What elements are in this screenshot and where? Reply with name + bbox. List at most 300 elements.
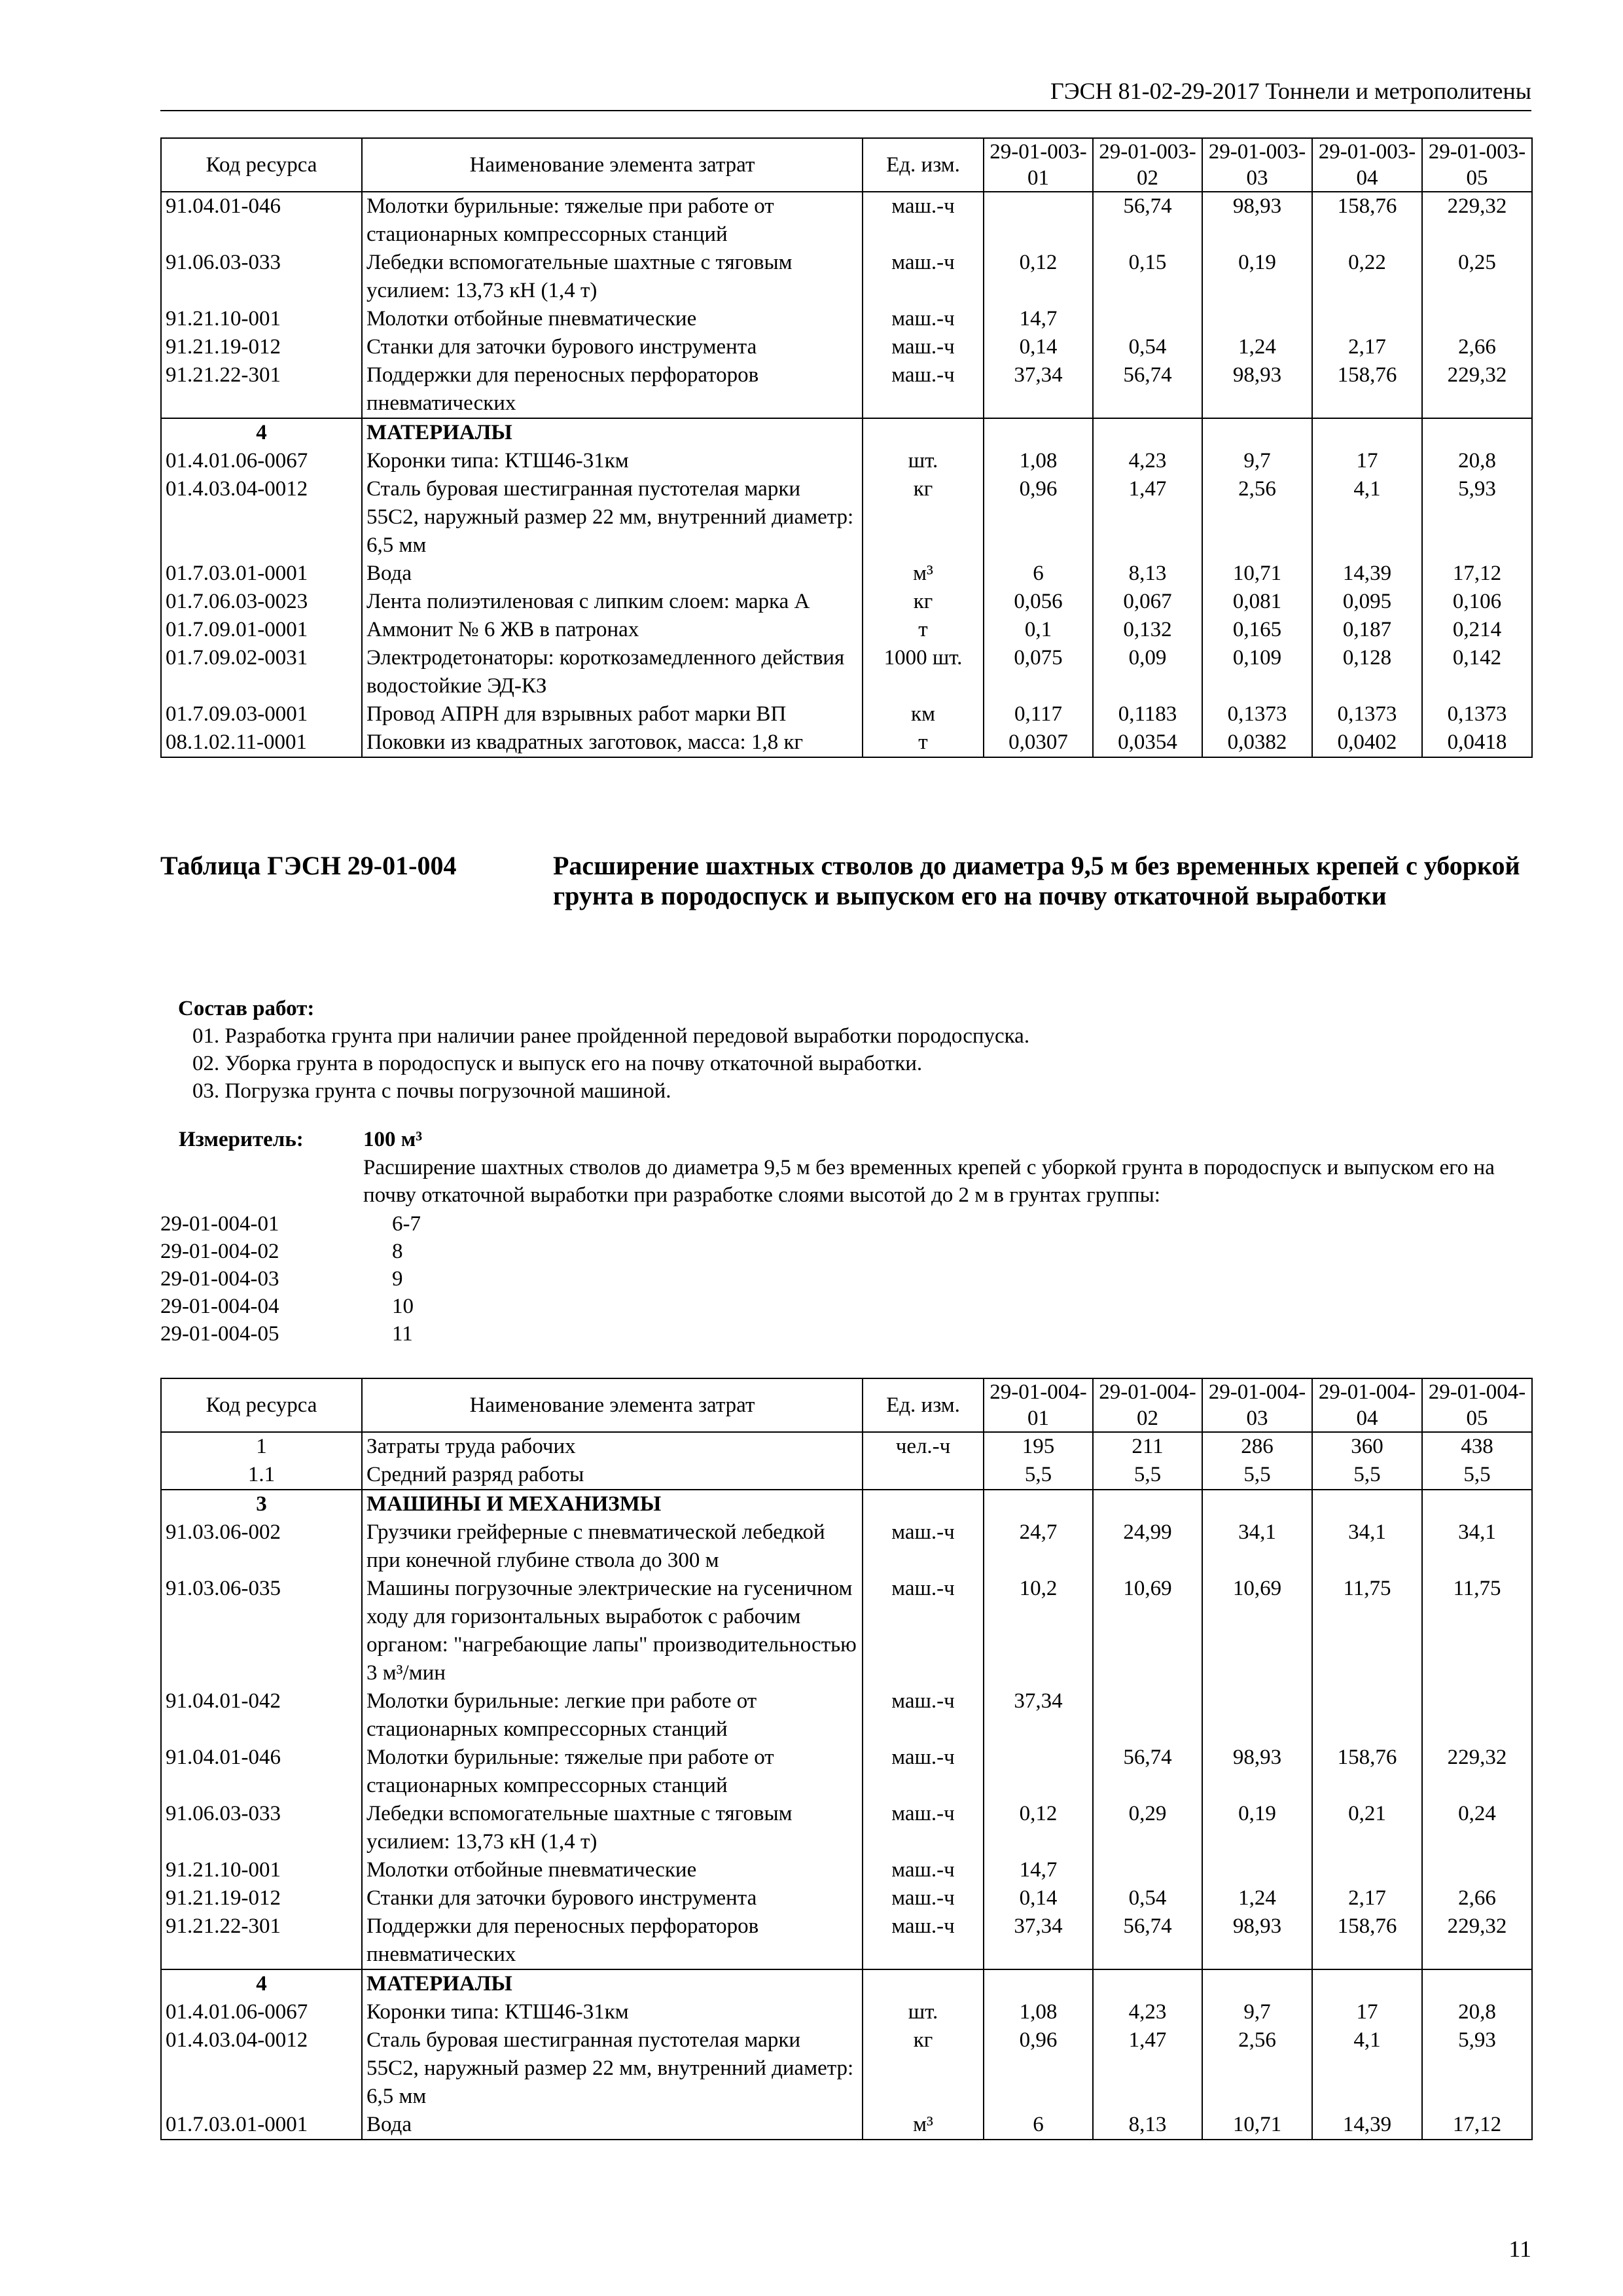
page-number: 11 (1508, 2236, 1531, 2262)
resource-code: 4 (161, 418, 362, 447)
resource-value: 0,0402 (1312, 728, 1422, 757)
composition-step: 01. Разработка грунта при наличии ранее пройденной передовой выработки породоспуска. (192, 1024, 1030, 1048)
resource-value: 4,23 (1093, 1998, 1202, 2026)
measure-description: Расширение шахтных стволов до диаметра 9,5 м без временных крепей с уборкой грунта в породоспуск и выпуском его на почву откаточной выработки при разработке слоями высотой до 2 м в грунтах группы: (363, 1156, 1495, 1207)
resource-value: 1,47 (1093, 475, 1202, 560)
table-row (161, 1912, 1532, 1969)
resource-value: 6 (984, 2111, 1093, 2140)
resource-value: 56,74 (1093, 1912, 1202, 1969)
resource-value: 14,39 (1312, 560, 1422, 588)
resource-value: 360 (1312, 1432, 1422, 1461)
resource-code: 01.4.01.06-0067 (161, 1998, 362, 2026)
resource-name: Электродетонаторы: короткозамедленного действия водостойкие ЭД-КЗ (362, 644, 863, 700)
resource-code: 01.7.09.03-0001 (161, 700, 362, 728)
table-row (161, 1744, 1532, 1800)
column-header: 29-01-003-02 (1093, 138, 1202, 192)
resource-name: Молотки отбойные пневматические (362, 305, 863, 333)
resource-value: 11,75 (1422, 1575, 1532, 1687)
page-header (160, 73, 1531, 111)
resource-unit (863, 1461, 984, 1490)
resource-value: 2,17 (1312, 333, 1422, 361)
resource-value: 2,17 (1312, 1884, 1422, 1912)
resource-value: 10,2 (984, 1575, 1093, 1687)
resource-value: 98,93 (1202, 192, 1312, 249)
resource-value (1312, 1687, 1422, 1744)
work-composition (178, 995, 1520, 1105)
resource-value (1093, 1856, 1202, 1884)
table-header-row (161, 1378, 1532, 1432)
section-row (161, 418, 1532, 447)
resource-value: 0,187 (1312, 616, 1422, 644)
column-header: Наименование элемента затрат (362, 1378, 863, 1432)
resource-code: 91.04.01-046 (161, 192, 362, 249)
resource-unit: чел.-ч (863, 1432, 984, 1461)
resource-value: 0,056 (984, 588, 1093, 616)
resource-value: 0,1373 (1312, 700, 1422, 728)
resource-table-004 (160, 1378, 1533, 2140)
resource-name: Вода (362, 560, 863, 588)
resource-unit: шт. (863, 1998, 984, 2026)
resource-code: 08.1.02.11-0001 (161, 728, 362, 757)
resource-value: 0,54 (1093, 333, 1202, 361)
column-header: Ед. изм. (863, 1378, 984, 1432)
table-row (161, 249, 1532, 305)
resource-value: 229,32 (1422, 1912, 1532, 1969)
resource-value (1422, 1687, 1532, 1744)
resource-name: Поддержки для переносных перфораторов пневматических (362, 1912, 863, 1969)
resource-unit: маш.-ч (863, 192, 984, 249)
resource-value: 0,081 (1202, 588, 1312, 616)
measure-item (160, 1238, 684, 1265)
resource-value: 0,29 (1093, 1800, 1202, 1856)
resource-unit: 1000 шт. (863, 644, 984, 700)
resource-value: 5,5 (1312, 1461, 1422, 1490)
resource-code: 1 (161, 1432, 362, 1461)
resource-value: 0,21 (1312, 1800, 1422, 1856)
resource-value: 0,09 (1093, 644, 1202, 700)
resource-value: 11,75 (1312, 1575, 1422, 1687)
resource-name: МАШИНЫ И МЕХАНИЗМЫ (362, 1490, 863, 1518)
measure-item-code: 29-01-004-02 (160, 1240, 279, 1263)
resource-value: 10,69 (1202, 1575, 1312, 1687)
resource-code: 91.21.10-001 (161, 305, 362, 333)
resource-value: 4,1 (1312, 475, 1422, 560)
table-row (161, 361, 1532, 418)
resource-name: Станки для заточки бурового инструмента (362, 333, 863, 361)
resource-name: МАТЕРИАЛЫ (362, 1969, 863, 1998)
resource-value (1202, 305, 1312, 333)
resource-name: Лебедки вспомогательные шахтные с тяговым усилием: 13,73 кН (1,4 т) (362, 249, 863, 305)
measure-item-code: 29-01-004-05 (160, 1322, 279, 1346)
resource-value: 211 (1093, 1432, 1202, 1461)
table-row (161, 1856, 1532, 1884)
resource-value: 9,7 (1202, 1998, 1312, 2026)
resource-value: 5,5 (1202, 1461, 1312, 1490)
table-row (161, 644, 1532, 700)
resource-value (1093, 305, 1202, 333)
measure-item-code: 29-01-004-01 (160, 1212, 279, 1236)
resource-value (1312, 1969, 1422, 1998)
measure-item-value: 9 (392, 1267, 403, 1291)
resource-value: 24,99 (1093, 1518, 1202, 1575)
resource-value: 17 (1312, 447, 1422, 475)
resource-code: 91.03.06-035 (161, 1575, 362, 1687)
resource-code: 01.7.03.01-0001 (161, 560, 362, 588)
resource-code: 91.21.19-012 (161, 1884, 362, 1912)
composition-heading: Состав работ: (178, 997, 315, 1020)
resource-value (984, 192, 1093, 249)
resource-value: 24,7 (984, 1518, 1093, 1575)
resource-value (984, 1969, 1093, 1998)
resource-value: 9,7 (1202, 447, 1312, 475)
column-header: 29-01-003-03 (1202, 138, 1312, 192)
resource-value: 14,7 (984, 1856, 1093, 1884)
resource-value: 438 (1422, 1432, 1532, 1461)
resource-unit: т (863, 616, 984, 644)
table-row (161, 588, 1532, 616)
resource-unit: маш.-ч (863, 305, 984, 333)
resource-value: 0,0418 (1422, 728, 1532, 757)
resource-code: 01.4.03.04-0012 (161, 2026, 362, 2111)
resource-name: Поддержки для переносных перфораторов пневматических (362, 361, 863, 418)
resource-unit: кг (863, 588, 984, 616)
resource-value: 0,96 (984, 475, 1093, 560)
column-header: Ед. изм. (863, 138, 984, 192)
resource-value: 8,13 (1093, 2111, 1202, 2140)
column-header: 29-01-004-02 (1093, 1378, 1202, 1432)
resource-value: 34,1 (1202, 1518, 1312, 1575)
resource-value: 0,0354 (1093, 728, 1202, 757)
resource-value: 2,56 (1202, 475, 1312, 560)
resource-name: Лебедки вспомогательные шахтные с тяговым усилием: 13,73 кН (1,4 т) (362, 1800, 863, 1856)
column-header: 29-01-003-05 (1422, 138, 1532, 192)
resource-value (1202, 1856, 1312, 1884)
resource-name: Машины погрузочные электрические на гусеничном ходу для горизонтальных выработок с рабочим органом: "нагребающие лапы" производительностью 3 м³/мин (362, 1575, 863, 1687)
resource-value (1422, 1490, 1532, 1518)
section-row (161, 1490, 1532, 1518)
resource-value: 1,24 (1202, 1884, 1312, 1912)
resource-table-003 (160, 137, 1533, 758)
measure-item (160, 1210, 684, 1238)
resource-value (1312, 1490, 1422, 1518)
resource-unit: кг (863, 475, 984, 560)
resource-value: 10,71 (1202, 560, 1312, 588)
column-header: 29-01-003-04 (1312, 138, 1422, 192)
resource-value: 0,19 (1202, 1800, 1312, 1856)
resource-value (1312, 418, 1422, 447)
resource-value: 0,54 (1093, 1884, 1202, 1912)
resource-value: 0,128 (1312, 644, 1422, 700)
resource-code: 01.7.06.03-0023 (161, 588, 362, 616)
resource-value: 17,12 (1422, 2111, 1532, 2140)
resource-value: 229,32 (1422, 361, 1532, 418)
resource-value: 37,34 (984, 361, 1093, 418)
resource-unit: т (863, 728, 984, 757)
resource-value: 0,142 (1422, 644, 1532, 700)
resource-code: 91.03.06-002 (161, 1518, 362, 1575)
resource-value: 2,66 (1422, 333, 1532, 361)
resource-name: МАТЕРИАЛЫ (362, 418, 863, 447)
resource-code: 91.21.19-012 (161, 333, 362, 361)
resource-value: 0,0307 (984, 728, 1093, 757)
resource-value (1312, 305, 1422, 333)
resource-value (984, 418, 1093, 447)
resource-value: 1,08 (984, 1998, 1093, 2026)
resource-value: 158,76 (1312, 192, 1422, 249)
resource-code: 01.4.03.04-0012 (161, 475, 362, 560)
resource-value: 17 (1312, 1998, 1422, 2026)
resource-value: 5,5 (1093, 1461, 1202, 1490)
resource-value: 56,74 (1093, 192, 1202, 249)
resource-code: 91.21.10-001 (161, 1856, 362, 1884)
resource-value: 158,76 (1312, 1912, 1422, 1969)
resource-code: 91.06.03-033 (161, 249, 362, 305)
resource-name: Затраты труда рабочих (362, 1432, 863, 1461)
measure-label: Измеритель: (179, 1128, 304, 1151)
resource-value (984, 1744, 1093, 1800)
resource-value: 0,165 (1202, 616, 1312, 644)
measure-item-value: 8 (392, 1240, 403, 1263)
measure-item-value: 11 (392, 1322, 413, 1346)
resource-unit (863, 418, 984, 447)
resource-code: 01.4.01.06-0067 (161, 447, 362, 475)
table-row (161, 2026, 1532, 2111)
table-row (161, 616, 1532, 644)
resource-value: 0,22 (1312, 249, 1422, 305)
resource-code: 4 (161, 1969, 362, 1998)
resource-code: 1.1 (161, 1461, 362, 1490)
resource-code: 91.21.22-301 (161, 1912, 362, 1969)
table-row (161, 305, 1532, 333)
table-row (161, 333, 1532, 361)
resource-value: 0,0382 (1202, 728, 1312, 757)
composition-step: 02. Уборка грунта в породоспуск и выпуск его на почву откаточной выработки. (192, 1052, 923, 1075)
resource-value: 98,93 (1202, 1912, 1312, 1969)
table-row (161, 1800, 1532, 1856)
resource-value: 10,71 (1202, 2111, 1312, 2140)
table-header-row (161, 138, 1532, 192)
resource-unit: км (863, 700, 984, 728)
resource-name: Грузчики грейферные с пневматической лебедкой при конечной глубине ствола до 300 м (362, 1518, 863, 1575)
resource-code: 91.06.03-033 (161, 1800, 362, 1856)
resource-value: 37,34 (984, 1912, 1093, 1969)
resource-value: 0,214 (1422, 616, 1532, 644)
resource-value (1093, 1969, 1202, 1998)
measure-item (160, 1293, 684, 1320)
resource-value: 0,25 (1422, 249, 1532, 305)
table-row (161, 1884, 1532, 1912)
resource-code: 91.21.22-301 (161, 361, 362, 418)
resource-value: 229,32 (1422, 1744, 1532, 1800)
table-row (161, 728, 1532, 757)
resource-name: Молотки бурильные: тяжелые при работе от стационарных компрессорных станций (362, 1744, 863, 1800)
resource-value (1202, 1687, 1312, 1744)
resource-name: Поковки из квадратных заготовок, масса: 1,8 кг (362, 728, 863, 757)
resource-value: 1,24 (1202, 333, 1312, 361)
column-header: 29-01-004-03 (1202, 1378, 1312, 1432)
resource-unit: маш.-ч (863, 1744, 984, 1800)
resource-value: 0,12 (984, 249, 1093, 305)
resource-name: Сталь буровая шестигранная пустотелая марки 55С2, наружный размер 22 мм, внутренний диаметр: 6,5 мм (362, 2026, 863, 2111)
resource-value: 0,1183 (1093, 700, 1202, 728)
resource-value: 5,5 (1422, 1461, 1532, 1490)
resource-unit: м³ (863, 2111, 984, 2140)
resource-value (1202, 1490, 1312, 1518)
resource-value (1422, 305, 1532, 333)
column-header: 29-01-003-01 (984, 138, 1093, 192)
column-header: 29-01-004-01 (984, 1378, 1093, 1432)
table-row (161, 1432, 1532, 1461)
resource-value: 56,74 (1093, 1744, 1202, 1800)
resource-value: 34,1 (1312, 1518, 1422, 1575)
resource-value: 0,15 (1093, 249, 1202, 305)
table-row (161, 2111, 1532, 2140)
resource-value: 37,34 (984, 1687, 1093, 1744)
resource-value: 0,095 (1312, 588, 1422, 616)
column-header: Код ресурса (161, 138, 362, 192)
resource-name: Молотки бурильные: тяжелые при работе от стационарных компрессорных станций (362, 192, 863, 249)
resource-value: 2,66 (1422, 1884, 1532, 1912)
resource-value: 4,1 (1312, 2026, 1422, 2111)
resource-name: Коронки типа: КТШ46-31км (362, 447, 863, 475)
resource-value: 0,14 (984, 1884, 1093, 1912)
resource-unit: маш.-ч (863, 1912, 984, 1969)
resource-value: 286 (1202, 1432, 1312, 1461)
resource-value: 158,76 (1312, 1744, 1422, 1800)
resource-name: Провод АПРН для взрывных работ марки ВП (362, 700, 863, 728)
table-title-label: Таблица ГЭСН 29-01-004 (160, 851, 457, 880)
resource-code: 01.7.09.01-0001 (161, 616, 362, 644)
measure-item-value: 10 (392, 1295, 414, 1318)
resource-value: 14,7 (984, 305, 1093, 333)
resource-value: 229,32 (1422, 192, 1532, 249)
table-row (161, 1461, 1532, 1490)
resource-value: 8,13 (1093, 560, 1202, 588)
table-row (161, 447, 1532, 475)
resource-value: 20,8 (1422, 447, 1532, 475)
resource-value: 0,132 (1093, 616, 1202, 644)
table-row (161, 1518, 1532, 1575)
measure-items (160, 1210, 684, 1348)
resource-unit: маш.-ч (863, 1687, 984, 1744)
resource-unit: маш.-ч (863, 1856, 984, 1884)
measure-item-code: 29-01-004-04 (160, 1295, 279, 1318)
table-row (161, 700, 1532, 728)
resource-value (984, 1490, 1093, 1518)
table-row (161, 560, 1532, 588)
table-row (161, 475, 1532, 560)
resource-value: 1,08 (984, 447, 1093, 475)
measure-item (160, 1320, 684, 1348)
resource-name: Молотки бурильные: легкие при работе от стационарных компрессорных станций (362, 1687, 863, 1744)
resource-value: 2,56 (1202, 2026, 1312, 2111)
resource-unit: маш.-ч (863, 361, 984, 418)
resource-unit: маш.-ч (863, 1518, 984, 1575)
resource-value: 0,24 (1422, 1800, 1532, 1856)
resource-value: 0,14 (984, 333, 1093, 361)
resource-value (1093, 1490, 1202, 1518)
resource-unit: маш.-ч (863, 1884, 984, 1912)
resource-value: 17,12 (1422, 560, 1532, 588)
measure-unit: 100 м³ (363, 1128, 423, 1151)
resource-code: 3 (161, 1490, 362, 1518)
resource-value (1422, 1856, 1532, 1884)
resource-name: Коронки типа: КТШ46-31км (362, 1998, 863, 2026)
column-header: Код ресурса (161, 1378, 362, 1432)
resource-value: 0,117 (984, 700, 1093, 728)
column-header: 29-01-004-04 (1312, 1378, 1422, 1432)
resource-value: 0,067 (1093, 588, 1202, 616)
header-title: ГЭСН 81-02-29-2017 Тоннели и метрополитены (1050, 78, 1531, 104)
column-header: Наименование элемента затрат (362, 138, 863, 192)
table-title-name: Расширение шахтных стволов до диаметра 9,5 м без временных крепей с уборкой грунта в породоспуск и выпуском его на почву откаточной выработки (553, 851, 1520, 910)
resource-value: 5,93 (1422, 2026, 1532, 2111)
table-row (161, 1575, 1532, 1687)
resource-value: 14,39 (1312, 2111, 1422, 2140)
table-row (161, 192, 1532, 249)
resource-name: Лента полиэтиленовая с липким слоем: марка А (362, 588, 863, 616)
resource-value: 98,93 (1202, 361, 1312, 418)
resource-value (1093, 418, 1202, 447)
resource-value: 0,1373 (1202, 700, 1312, 728)
resource-unit: кг (863, 2026, 984, 2111)
resource-code: 01.7.09.02-0031 (161, 644, 362, 700)
resource-value: 98,93 (1202, 1744, 1312, 1800)
resource-value: 56,74 (1093, 361, 1202, 418)
section-row (161, 1969, 1532, 1998)
resource-value: 158,76 (1312, 361, 1422, 418)
resource-unit: м³ (863, 560, 984, 588)
table-row (161, 1998, 1532, 2026)
resource-value: 5,5 (984, 1461, 1093, 1490)
resource-name: Молотки отбойные пневматические (362, 1856, 863, 1884)
resource-unit: маш.-ч (863, 333, 984, 361)
resource-name: Средний разряд работы (362, 1461, 863, 1490)
resource-code: 91.04.01-042 (161, 1687, 362, 1744)
measure-item-value: 6-7 (392, 1212, 421, 1236)
resource-value: 195 (984, 1432, 1093, 1461)
resource-name: Аммонит № 6 ЖВ в патронах (362, 616, 863, 644)
resource-value: 0,075 (984, 644, 1093, 700)
resource-value: 0,19 (1202, 249, 1312, 305)
resource-unit (863, 1969, 984, 1998)
resource-value: 4,23 (1093, 447, 1202, 475)
resource-value: 0,1373 (1422, 700, 1532, 728)
resource-code: 01.7.03.01-0001 (161, 2111, 362, 2140)
measure-item (160, 1265, 684, 1293)
resource-value: 0,96 (984, 2026, 1093, 2111)
measure-item-code: 29-01-004-03 (160, 1267, 279, 1291)
resource-value: 6 (984, 560, 1093, 588)
resource-unit (863, 1490, 984, 1518)
resource-value: 0,109 (1202, 644, 1312, 700)
table-row (161, 1687, 1532, 1744)
resource-value: 0,106 (1422, 588, 1532, 616)
composition-step: 03. Погрузка грунта с почвы погрузочной машиной. (192, 1079, 671, 1103)
resource-name: Сталь буровая шестигранная пустотелая марки 55С2, наружный размер 22 мм, внутренний диаметр: 6,5 мм (362, 475, 863, 560)
resource-value: 20,8 (1422, 1998, 1532, 2026)
resource-unit: шт. (863, 447, 984, 475)
resource-unit: маш.-ч (863, 249, 984, 305)
resource-name: Станки для заточки бурового инструмента (362, 1884, 863, 1912)
resource-value (1202, 1969, 1312, 1998)
resource-value (1422, 1969, 1532, 1998)
resource-value: 5,93 (1422, 475, 1532, 560)
resource-value (1312, 1856, 1422, 1884)
resource-value: 34,1 (1422, 1518, 1532, 1575)
resource-name: Вода (362, 2111, 863, 2140)
resource-value: 10,69 (1093, 1575, 1202, 1687)
